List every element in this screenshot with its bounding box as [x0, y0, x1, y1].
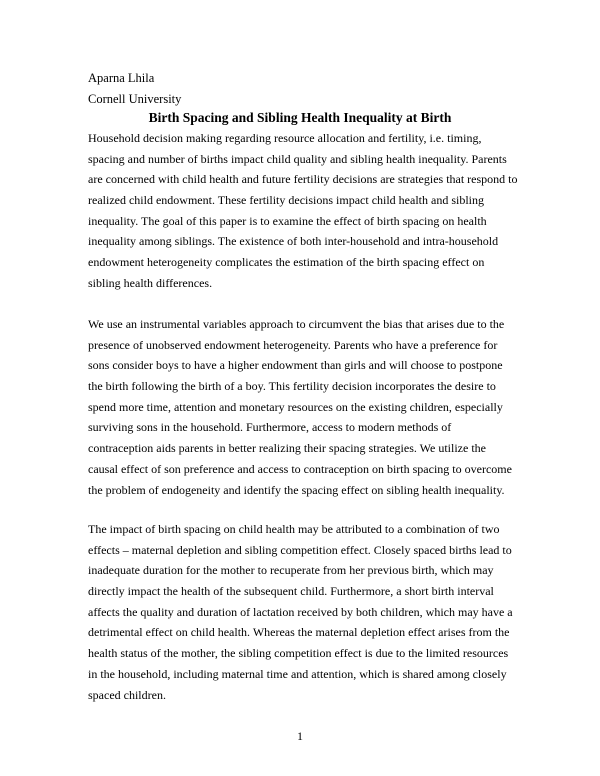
text-line: the birth following the birth of a boy. This fertility decision incorporates the desire to	[88, 379, 496, 394]
paragraph-1	[88, 128, 518, 294]
text-line: sibling health differences.	[88, 275, 213, 290]
author-affiliation: Cornell University	[88, 92, 182, 106]
text-line: Household decision making regarding resource allocation and fertility, i.e. timing,	[88, 131, 482, 145]
text-line: health status of the mother, the sibling competition effect is due to the limited resources	[88, 646, 509, 661]
paragraph-3	[88, 519, 518, 705]
text-line: causal effect of son preference and access to contraception on birth spacing to overcome	[88, 461, 512, 476]
paper-title: Birth Spacing and Sibling Health Inequality at Birth	[148, 110, 452, 125]
text-line: the problem of endogeneity and identify the spacing effect on sibling health inequality.	[88, 482, 505, 497]
text-line: The impact of birth spacing on child health may be attributed to a combination of two	[88, 522, 500, 536]
text-line: spacing and number of births impact child quality and sibling health inequality. Parents	[88, 151, 507, 166]
text-line: in the household, including maternal time and attention, which is shared among closely	[88, 666, 507, 681]
text-line: detrimental effect on child health. Whereas the maternal depletion effect arises from the	[88, 625, 510, 640]
text-line: realized child endowment. These fertility decisions impact child health and sibling	[88, 193, 484, 208]
page-number: 1	[297, 729, 303, 743]
text-line: directly impact the health of the subsequent child. Furthermore, a short birth interval	[88, 584, 494, 599]
text-line: inequality among siblings. The existence of both inter-household and intra-household	[88, 234, 499, 249]
paragraph-2	[88, 314, 518, 500]
text-line: sons consider boys to have a higher endowment than girls and will choose to postpone	[88, 358, 503, 373]
text-line: surviving sons in the household. Furthermore, access to modern methods of	[88, 420, 452, 435]
text-line: We use an instrumental variables approach to circumvent the bias that arises due to the	[88, 317, 505, 331]
text-line: inadequate duration for the mother to recuperate from her previous birth, which may	[88, 563, 494, 578]
text-line: contraception aids parents in better realizing their spacing strategies. We utilize the	[88, 441, 486, 456]
text-line: presence of unobserved endowment heterogeneity. Parents who have a preference for	[88, 337, 498, 352]
text-line: effects – maternal depletion and sibling competition effect. Closely spaced births lead to	[88, 542, 512, 557]
author-name: Aparna Lhila	[88, 71, 155, 85]
text-line: inequality. The goal of this paper is to examine the effect of birth spacing on health	[88, 213, 487, 228]
text-line: spaced children.	[88, 687, 166, 702]
text-line: are concerned with child health and future fertility decisions are strategies that respond to	[88, 172, 518, 187]
text-line: affects the quality and duration of lactation received by both children, which may have a	[88, 604, 513, 619]
text-line: spend more time, attention and monetary resources on the existing children, especially	[88, 399, 503, 414]
text-line: endowment heterogeneity complicates the estimation of the birth spacing effect on	[88, 255, 485, 270]
